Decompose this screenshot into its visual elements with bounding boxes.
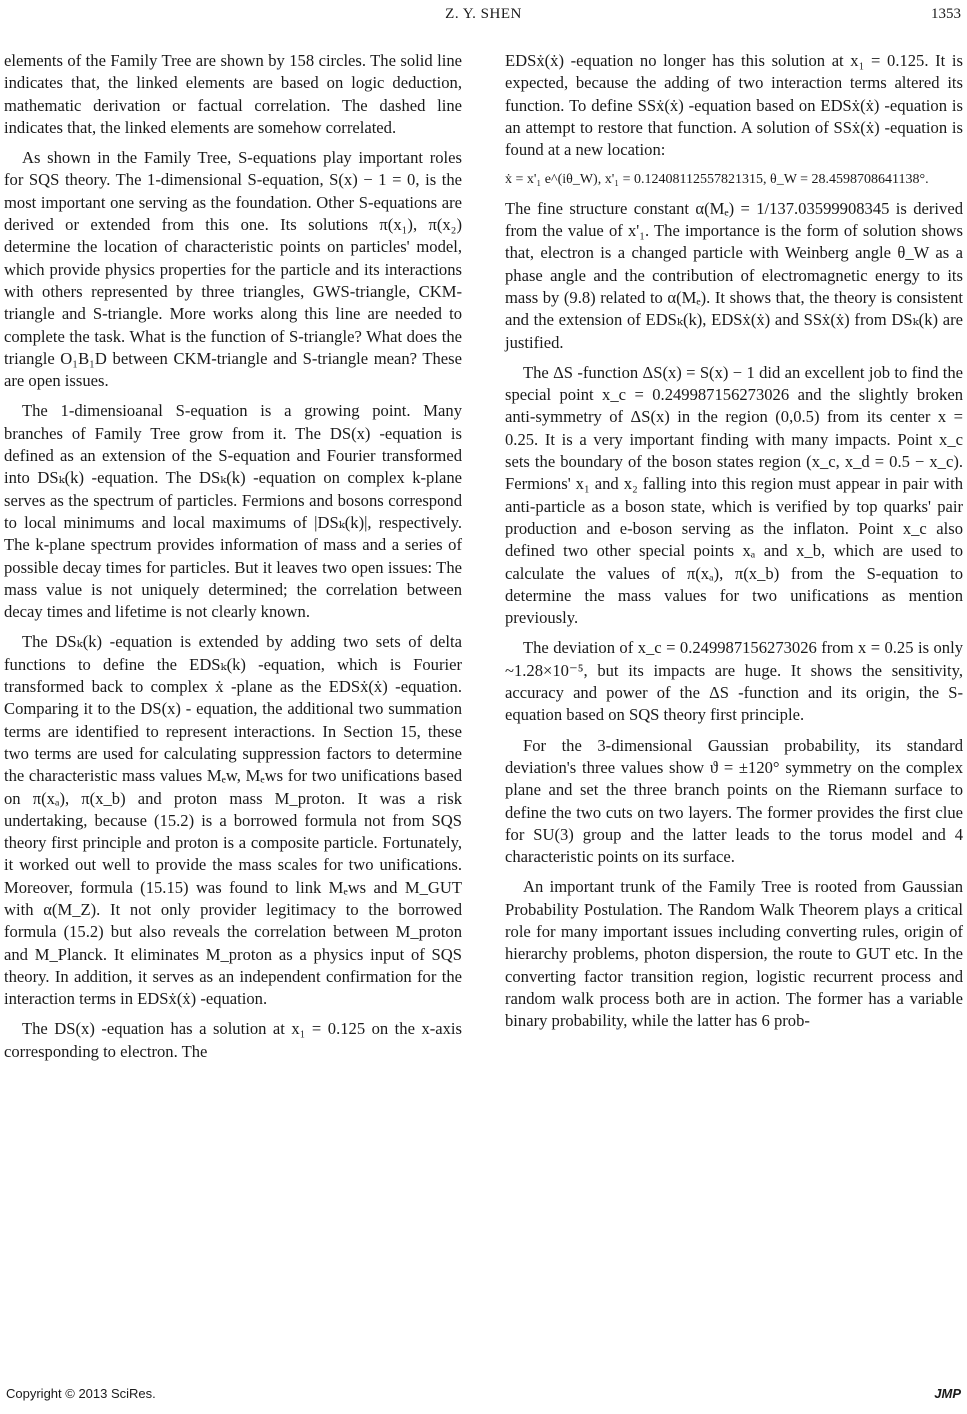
- paragraph: For the 3-dimensional Gaussian probability, its standard deviation's three values show ϑ = ±120° symmetry on the complex plane and set the three branch points on the Riemann surface to define the two cuts on two layers. The former provides the first clue for SU(3) group and the latter leads to the torus model and 4 characteristic points on its surface.: [505, 735, 963, 867]
- journal-abbreviation: JMP: [934, 1386, 961, 1401]
- right-column: [505, 50, 963, 1040]
- paragraph: The deviation of x_c = 0.249987156273026 from x = 0.25 is only ~1.28×10⁻⁵, but its impacts are huge. It shows the sensitivity, accuracy and power of the ΔS -function and its origin, the S-equation based on SQS theory first principle.: [505, 638, 963, 725]
- running-head-author: Z. Y. SHEN: [445, 6, 522, 22]
- paragraph: The DSₖ(k) -equation is extended by adding two sets of delta functions to define the EDSₖ(k) -equation, which is Fourier transformed back to complex ẋ -plane as the EDSẋ(ẋ) -equation. Comparing it to the DS(x) - equation, the additional two summation terms are identified to represent interactions. In Section 15, these two terms are used for calculating suppression factors to determine the characteristic mass values Mₑw, Mₑws for two unifications based on π(xₐ), π(x_b) and proton mass M_proton. It was a risk undertaking, because (15.2) is a borrowed formula not from SQS theory first principle and proton is a composite particle. Fortunately, it worked out well to provide the mass scales for two unifications. Moreover, formula (15.15) was found to link Mₑws and M_GUT with α(M_Z). It not only provider legitimacy to the borrowed formula (15.2) but also reveals the correlation between M_proton and M_Planck. It eliminates M_proton as a physics input of SQS theory. In addition, it serves as an independent confirmation for the interaction terms in EDSẋ(ẋ) -equation.: [4, 632, 462, 1009]
- left-column: [4, 50, 462, 1071]
- paragraph: The fine structure constant α(Mₑ) = 1/137.03599908345 is derived from the value of x'₁. The importance is the form of solution shows that, electron is a changed particle with Weinberg angle θ_W as a phase angle and the contribution of electromagnetic energy to its mass by (9.8) related to α(Mₑ). It shows that, the theory is consistent and the extension of EDSₖ(k), EDSẋ(ẋ) and SSẋ(ẋ) from DSₖ(k) are justified.: [505, 198, 963, 352]
- paragraph: EDSẋ(ẋ) -equation no longer has this solution at x₁ = 0.125. It is expected, because the adding of two interaction terms altered its function. To define SSẋ(ẋ) -equation based on EDSẋ(ẋ) -equation is an attempt to restore that function. A solution of SSẋ(ẋ) -equation is found at a new location:: [505, 51, 963, 160]
- paragraph: elements of the Family Tree are shown by 158 circles. The solid line indicates that, the linked elements are based on logic deduction, mathematic derivation or factual correlation. The dashed line indicates that, the linked elements are somehow correlated.: [4, 51, 462, 137]
- paragraph: The ΔS -function ΔS(x) = S(x) − 1 did an excellent job to find the special point x_c = 0.249987156273026 and the slightly broken anti-symmetry of ΔS(x) in the region (0,0.5) from its center x = 0.25. It is a very important finding with many impacts. Point x_c sets the boundary of the boson states region (x_c, x_d = 0.5 − x_c). Fermions' x₁ and x₂ falling into this region must appear in pair with anti-particle as a boson state, which is verified by top quarks' pair production and e-boson serving as the inflaton. Point x_c also defined two other special points xₐ and x_b, which are used to calculate the values of π(xₐ), π(x_b) from the S-equation to determine the mass values for two unifications as mention previously.: [505, 362, 963, 628]
- paragraph: The 1-dimensioanal S-equation is a growing point. Many branches of Family Tree grow from it. The DS(x) -equation is defined as an extension of the S-equation and Fourier transformed into DSₖ(k) -equation. The DSₖ(k) -equation on complex k-plane serves as the spectrum of particles. Fermions and bosons correspond to local minimums and local maximums of |DSₖ(k)|, respectively. The k-plane spectrum provides information of mass and a series of possible decay times for particles. But it leaves two open issues: The mass value is not uniquely determined; the correlation between decay times and lifetime is not clearly known.: [4, 401, 462, 622]
- running-head: [0, 6, 967, 30]
- page-footer: [0, 1386, 967, 1406]
- page-number: 1353: [931, 6, 961, 22]
- paragraph: The DS(x) -equation has a solution at x₁ = 0.125 on the x-axis corresponding to electron. The: [4, 1019, 462, 1061]
- copyright-notice: Copyright © 2013 SciRes.: [6, 1386, 156, 1401]
- paragraph: As shown in the Family Tree, S-equations play important roles for SQS theory. The 1-dimensional S-equation, S(x) − 1 = 0, is the most important one serving as the foundation. Other S-equations are derived or extended from this one. Its solutions π(x₁), π(x₂) determine the location of characteristic points on particles' model, which provide physics properties for the particle and its interactions with others represented by three triangles, GWS-triangle, CKM-triangle and S-triangle. More works along this line are needed to complete the task. What is the function of S-triangle? What does the triangle O₁B₁D between CKM-triangle and S-triangle mean? These are open issues.: [4, 148, 462, 391]
- paragraph: An important trunk of the Family Tree is rooted from Gaussian Probability Postulation. The Random Walk Theorem plays a critical role for many important issues including converting rules, origin of hierarchy problems, photon dispersion, the route to GUT etc. In the converting factor transition region, logistic recurrent process and random walk process both are in action. The former has a variable binary probability, while the latter has 6 prob-: [505, 877, 963, 1031]
- solution-formula: ẋ = x'₁ e^(iθ_W), x'₁ = 0.12408112557821315, θ_W = 28.4598708641138°.: [505, 172, 929, 188]
